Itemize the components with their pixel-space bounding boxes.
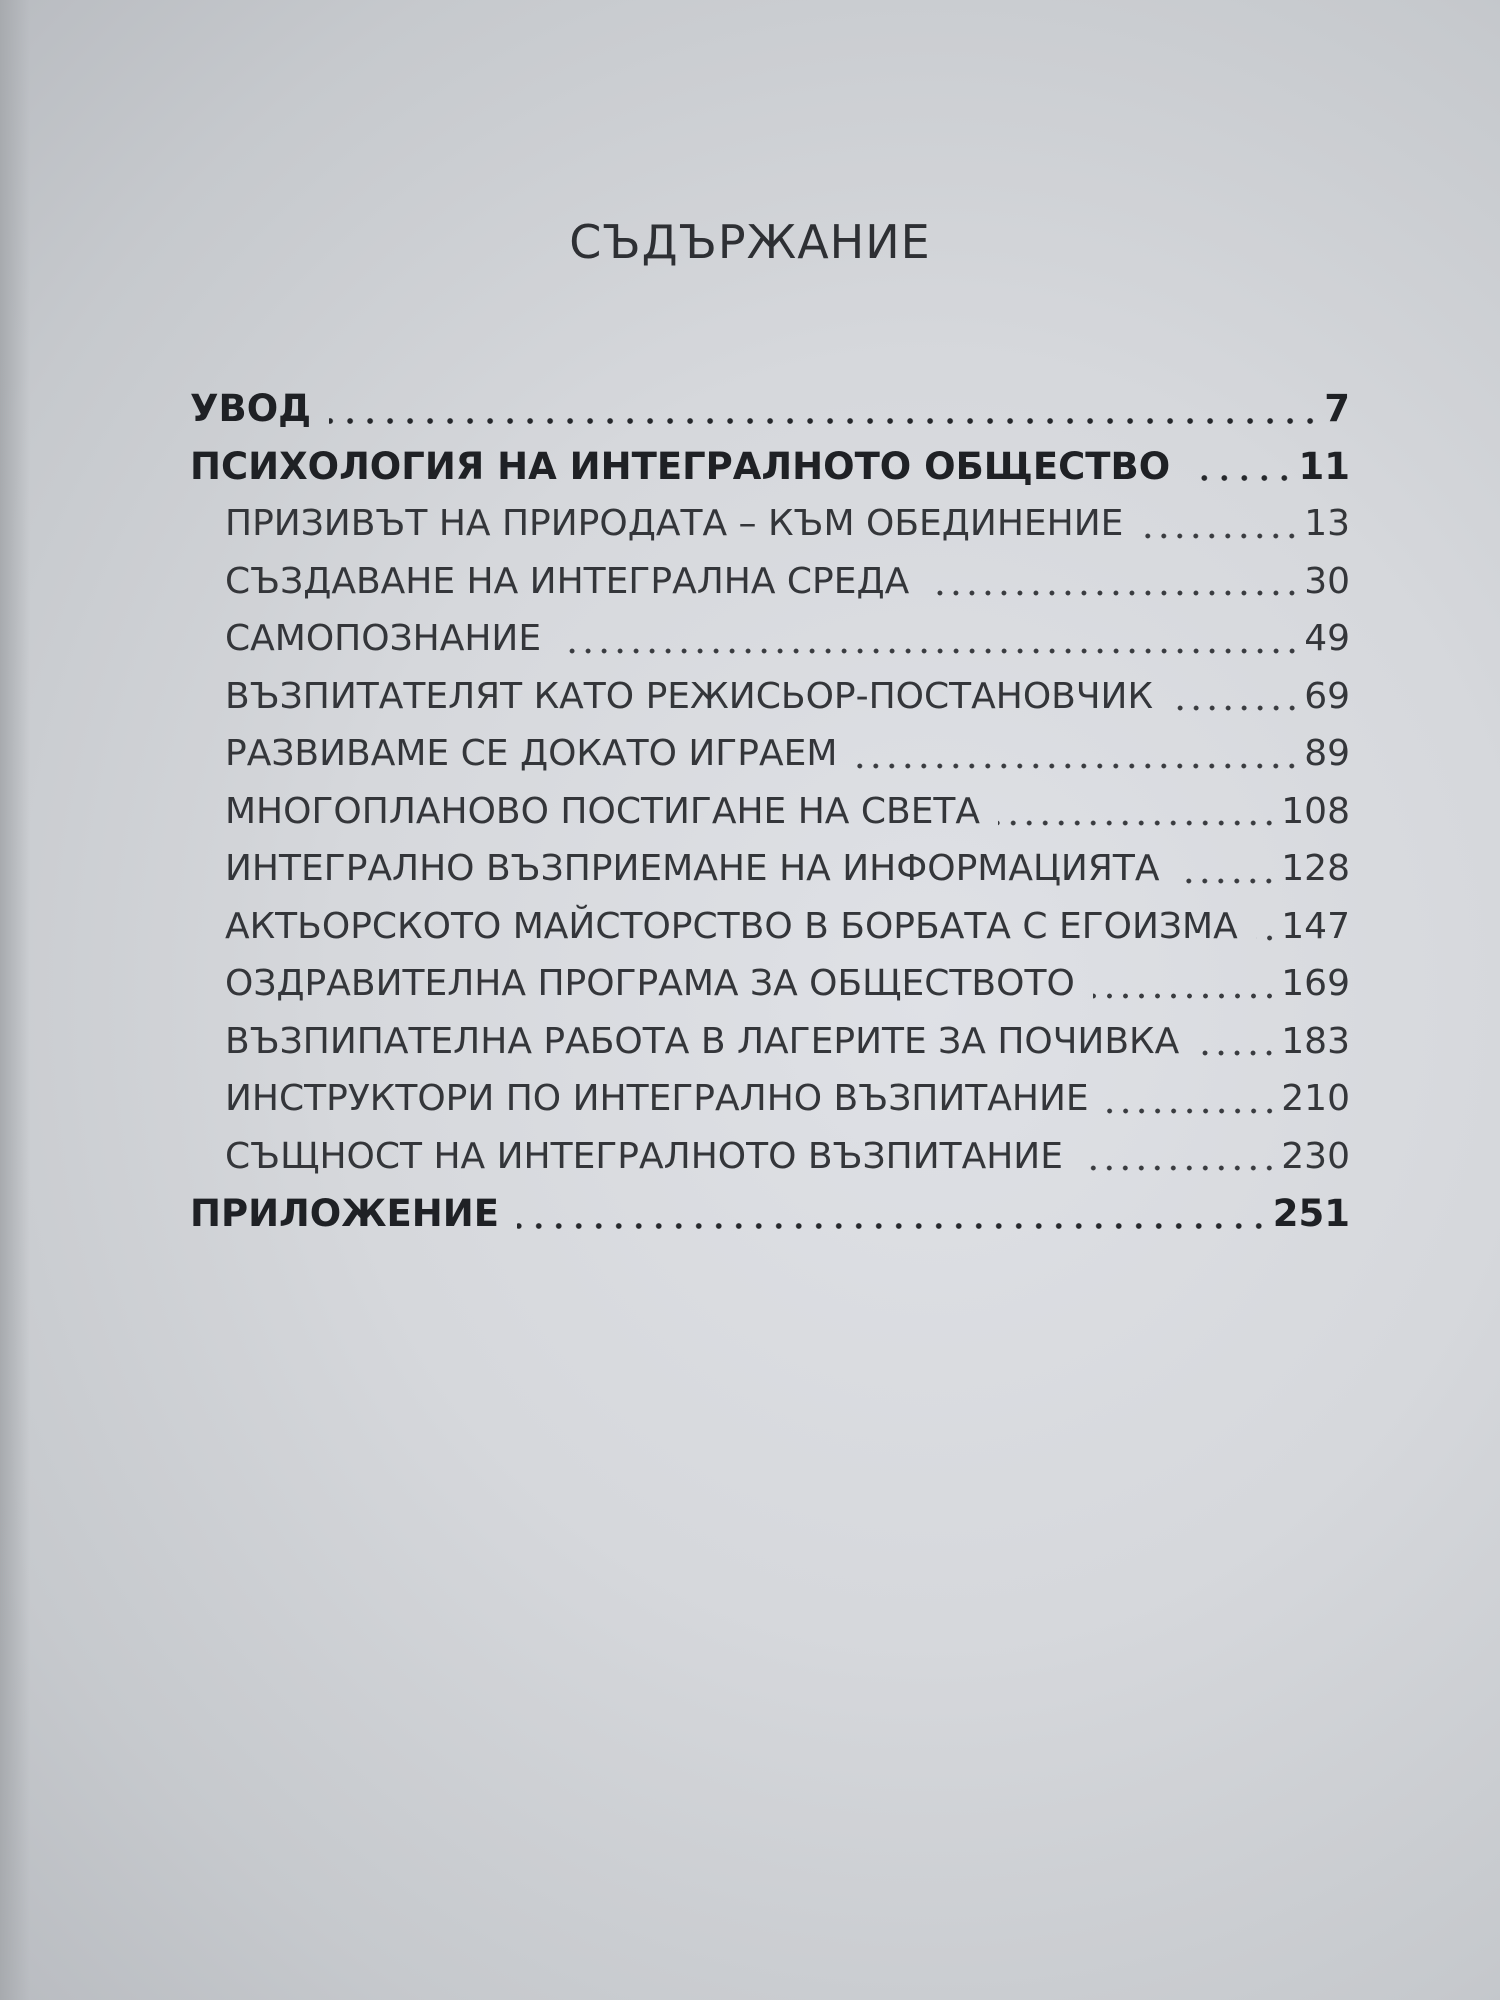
toc-entry-label: ВЪЗПИПАТЕЛНА РАБОТА В ЛАГЕРИТЕ ЗА ПОЧИВКА (225, 1020, 1180, 1062)
toc-dot-leader (855, 761, 1300, 771)
toc-dot-leader (1197, 1048, 1277, 1058)
toc-section-row (190, 610, 1350, 668)
toc-dot-leader (927, 588, 1300, 598)
toc-page-number: 230 (1281, 1135, 1350, 1177)
toc-page-number: 89 (1304, 733, 1350, 774)
toc-entry-label: МНОГОПЛАНОВО ПОСТИГАНЕ НА СВЕТА (225, 790, 981, 832)
toc-section-row (190, 840, 1350, 898)
toc-dot-leader (1141, 531, 1300, 541)
toc-page-number: 108 (1281, 790, 1350, 832)
page-title: СЪДЪРЖАНИЕ (569, 215, 931, 269)
toc-section-row (190, 725, 1350, 783)
toc-chapter-row (190, 1185, 1350, 1243)
toc-section-row (190, 1070, 1350, 1128)
toc-dot-leader (329, 416, 1320, 426)
toc-chapter-row (190, 438, 1350, 496)
toc-section-row (190, 1128, 1350, 1186)
toc-section-row (190, 898, 1350, 956)
toc-dot-leader (1171, 703, 1300, 713)
toc-entry-label: РАЗВИВАМЕ СЕ ДОКАТО ИГРАЕМ (225, 733, 838, 774)
toc-entry-label: СЪЗДАВАНЕ НА ИНТЕГРАЛНА СРЕДА (225, 560, 910, 602)
toc-entry-label: АКТЬОРСКОТО МАЙСТОРСТВО В БОРБАТА С ЕГОИЗМА (225, 905, 1238, 947)
toc-page-number: 210 (1281, 1078, 1350, 1119)
toc-page-number: 30 (1304, 560, 1350, 602)
toc-section-row (190, 1013, 1350, 1071)
toc-entry-label: ПСИХОЛОГИЯ НА ИНТЕГРАЛНОТО ОБЩЕСТВО (190, 444, 1171, 488)
toc-page-number: 251 (1272, 1192, 1350, 1235)
toc-page-number: 49 (1304, 618, 1350, 659)
table-of-contents (190, 380, 1350, 1243)
toc-entry-label: ПРИЛОЖЕНИЕ (190, 1192, 500, 1235)
toc-page-number: 128 (1281, 848, 1350, 889)
toc-entry-label: САМОПОЗНАНИЕ (225, 618, 542, 659)
toc-dot-leader (517, 1221, 1269, 1231)
toc-section-row (190, 955, 1350, 1013)
toc-page-number: 11 (1298, 444, 1350, 488)
toc-section-row (190, 783, 1350, 841)
toc-dot-leader (1107, 1106, 1278, 1116)
toc-section-row (190, 553, 1350, 611)
toc-page-number: 147 (1281, 905, 1350, 947)
toc-dot-leader (1177, 876, 1277, 886)
toc-dot-leader (998, 818, 1277, 828)
toc-entry-label: СЪЩНОСТ НА ИНТЕГРАЛНОТО ВЪЗПИТАНИЕ (225, 1135, 1063, 1177)
toc-dot-leader (1081, 1163, 1277, 1173)
toc-entry-label: ИНТЕГРАЛНО ВЪЗПРИЕМАНЕ НА ИНФОРМАЦИЯТА (225, 848, 1160, 889)
toc-page-number: 7 (1324, 387, 1350, 430)
toc-entry-label: УВОД (190, 387, 312, 430)
page-edge-shadow (0, 0, 30, 2000)
toc-dot-leader (1256, 933, 1278, 943)
toc-section-row (190, 668, 1350, 726)
toc-entry-label: ОЗДРАВИТЕЛНА ПРОГРАМА ЗА ОБЩЕСТВОТО (225, 963, 1075, 1004)
toc-dot-leader (1093, 991, 1278, 1001)
toc-page-number: 183 (1281, 1020, 1350, 1062)
toc-chapter-row (190, 380, 1350, 438)
toc-entry-label: ПРИЗИВЪТ НА ПРИРОДАТА – КЪМ ОБЕДИНЕНИЕ (225, 503, 1124, 544)
toc-page-number: 69 (1304, 675, 1350, 717)
toc-dot-leader (559, 646, 1300, 656)
toc-entry-label: ВЪЗПИТАТЕЛЯТ КАТО РЕЖИСЬОР-ПОСТАНОВЧИК (225, 675, 1154, 717)
toc-page-number: 13 (1304, 503, 1350, 544)
toc-page-number: 169 (1281, 963, 1350, 1004)
toc-entry-label: ИНСТРУКТОРИ ПО ИНТЕГРАЛНО ВЪЗПИТАНИЕ (225, 1078, 1089, 1119)
toc-dot-leader (1188, 473, 1294, 483)
toc-section-row (190, 495, 1350, 553)
